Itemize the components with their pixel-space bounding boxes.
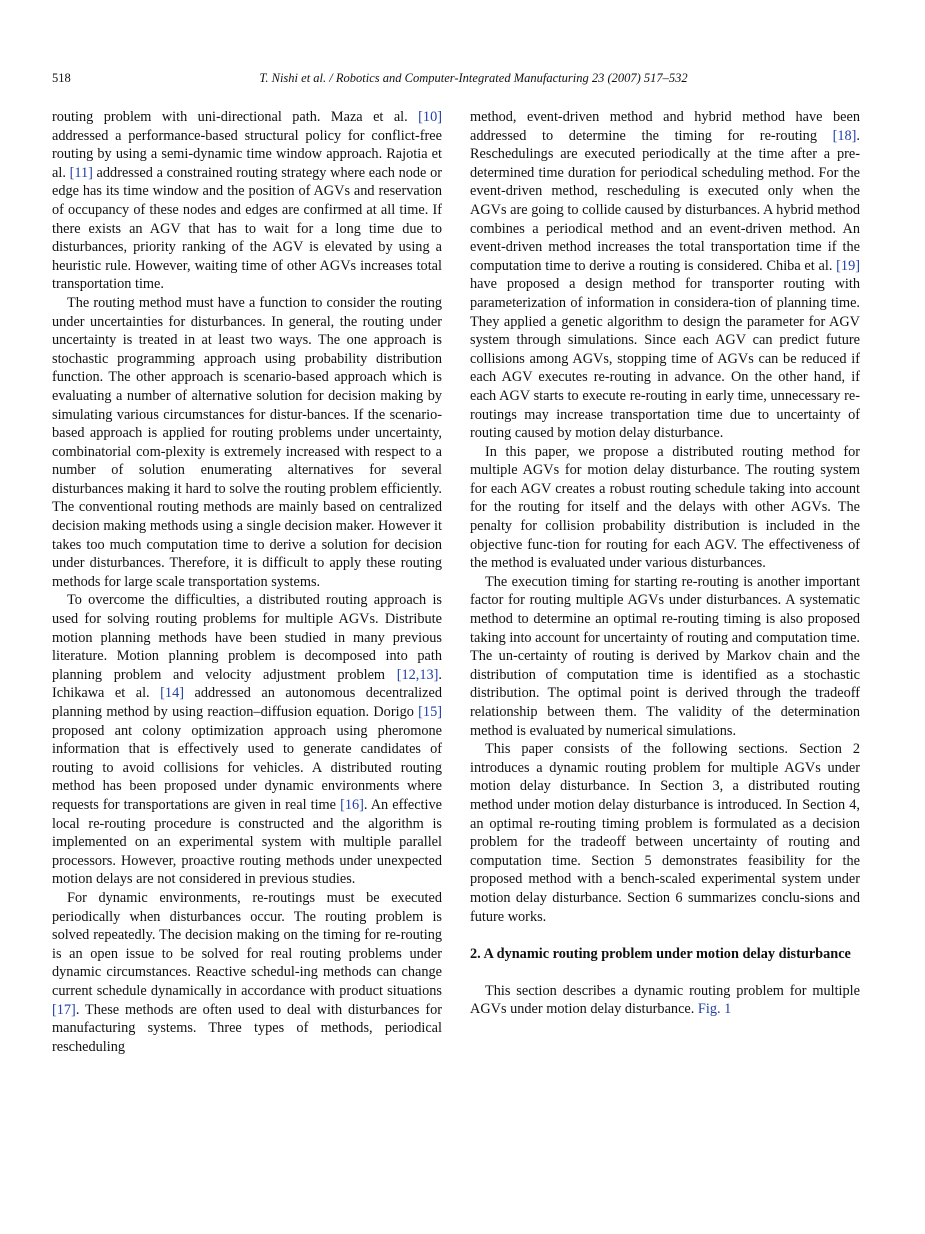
citation-link[interactable]: [17] bbox=[52, 1001, 76, 1018]
running-head: T. Nishi et al. / Robotics and Computer-Integrated Manufacturing 23 (2007) 517–532 bbox=[259, 71, 688, 85]
paragraph: This section describes a dynamic routing problem for multiple AGVs under motion delay disturbance. Fig. 1 bbox=[470, 982, 860, 1018]
running-header bbox=[52, 71, 895, 89]
page-number: 518 bbox=[52, 71, 71, 85]
paragraph: To overcome the difficulties, a distributed routing approach is used for solving routing problems for multiple AGVs. Distribute motion planning methods have been studied in many previous literature. Motion planning problem is decomposed into path planning problem and velocity adjustment problem [12,13]. Ichikawa et al. [14] addressed an autonomous decentralized planning method by using reaction–diffusion equation. Dorigo [15] proposed ant colony optimization approach using pheromone information that is effectively used to generate candidates of routing to avoid collisions for vehicles. A distributed routing method has been proposed under dynamic environments where requests for transportations are given in real time [16]. An effective local re-routing procedure is constructed and the algorithm is implemented on an experimental system with multiple parallel processors. However, proactive routing methods under unexpected motion delays are not considered in previous studies. bbox=[52, 592, 442, 888]
citation-link[interactable]: [12,13] bbox=[396, 666, 439, 683]
paragraph: The routing method must have a function to consider the routing under uncertainties for disturbances. In general, the routing under uncertainty is treated in at least two ways. The one approach is stochastic programming approach using probability distribution function. The other approach is scenario-based approach which is evaluating a number of alternative solution for decision making by simulating various circumstances for distur-bances. If the scenario-based approach is applied for routing problems under uncertainty, combinatorial com-plexity is extremely increased with respect to a number of solution enumerating alternatives for several disturbances making it hard to solve the routing problem efficiently. The conventional routing methods are mainly based on centralized decision making methods using a single decision maker. However it takes too much computation time to derive a solution for decision under disturbances. Therefore, it is difficult to apply these routing methods for large scale transportation systems. bbox=[52, 294, 442, 590]
citation-link[interactable]: [16] bbox=[340, 796, 364, 813]
paragraph: method, event-driven method and hybrid method have been addressed to determine the timing for re-routing [18]. Reschedulings are executed periodically at the time after a pre-determined time duration for periodical scheduling method. For the event-driven method, rescheduling is executed only when the AGVs are going to collide caused by disturbances. A hybrid method combines a periodical method and an event-driven method. An event-driven method increases the total transportation time if the computation time to derive a routing is considered. Chiba et al. [19] have proposed a design method for transporter routing with parameterization of information in considera-tion of planning time. They applied a genetic algorithm to design the parameter for AGV system through simulations. Since each AGV can predict future collisions among AGVs, stopping time of AGVs can be reduced if each AGV executes re-routing in advance. On the other hand, if each AGV starts to execute re-routing in early time, unnecessary re-routings may increase transportation time due to uncertainty of routing caused by motion delay disturbance. bbox=[470, 109, 860, 442]
paragraph: routing problem with uni-directional path. Maza et al. [10] addressed a performance-based structural policy for conflict-free routing by using a semi-dynamic time window approach. Rajotia et al. [11] addressed a constrained routing strategy where each node or edge has its time window and the position of AGVs and reservation of occupancy of these nodes and edges are confirmed at all time. If there exists an AGV that has to wait for a long time due to disturbances, priority ranking of the AGV is elevated by using a heuristic rule. However, waiting time of other AGVs increases total transportation time. bbox=[52, 109, 442, 293]
paragraph: In this paper, we propose a distributed routing method for multiple AGVs for motion delay disturbance. The routing system for each AGV creates a robust routing schedule taking into account for the routing for itself and the delays with other AGVs. The penalty for collision probability distribution is included in the objective func-tion for routing for each AGV. The effectiveness of the method is evaluated under various disturbances. bbox=[470, 443, 860, 572]
citation-link[interactable]: [11] bbox=[69, 164, 93, 181]
section-heading: 2. A dynamic routing problem under motion delay disturbance bbox=[470, 946, 851, 963]
paragraph: For dynamic environments, re-routings must be executed periodically when disturbances occur. The routing problem is solved repeatedly. The decision making on the timing for re-routing is an open issue to be solved for real routing problems under dynamic circumstances. Reactive schedul-ing methods can change current schedule dynamically in accordance with product situations [17]. These methods are often used to deal with disturbances for manufacturing systems. Three types of methods, periodical rescheduling bbox=[52, 889, 442, 1055]
left-column bbox=[52, 108, 442, 1056]
paragraph: This paper consists of the following sections. Section 2 introduces a dynamic routing problem for multiple AGVs under motion delay disturbance. In Section 3, a distributed routing method under motion delay disturbance is introduced. In Section 4, an optimal re-routing timing problem is formulated as a decision problem for the tradeoff between uncertainty of routing and computation time. Section 5 demonstrates feasibility for the proposed method with a bench-scaled experimental system under motion delay disturbance. Section 6 summarizes conclu-sions and future works. bbox=[470, 741, 860, 925]
citation-link[interactable]: Fig. 1 bbox=[697, 1001, 732, 1018]
citation-link[interactable]: [14] bbox=[160, 685, 184, 702]
citation-link[interactable]: [18] bbox=[832, 127, 857, 144]
citation-link[interactable]: [15] bbox=[418, 704, 442, 720]
citation-link[interactable]: [19] bbox=[836, 257, 860, 274]
citation-link[interactable]: [10] bbox=[418, 109, 442, 125]
right-column bbox=[470, 108, 860, 1019]
paragraph: The execution timing for starting re-routing is another important factor for routing multiple AGVs under disturbances. A systematic method to determine an optimal re-routing timing is also proposed taking into account for uncertainty of routing and computation time. The un-certainty of routing is derived by Markov chain and the distribution of computation time is identified as a stochastic distribution. The optimal point is derived through the tradeoff relationship between them. The validity of the determination method is evaluated by numerical simulations. bbox=[470, 573, 860, 739]
